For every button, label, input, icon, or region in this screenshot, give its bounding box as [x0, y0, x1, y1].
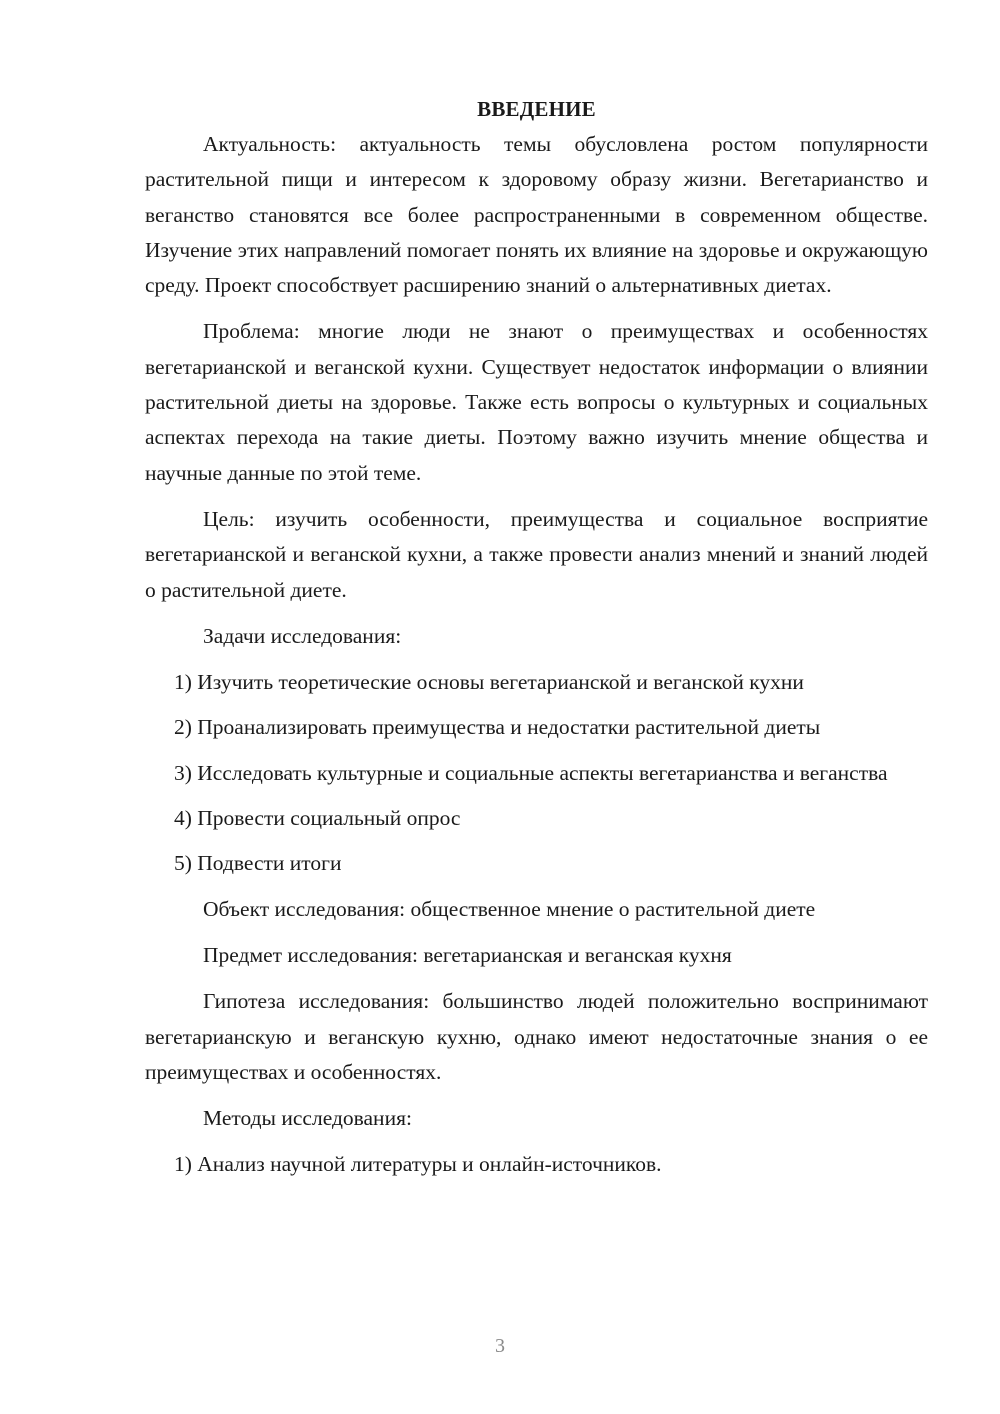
tasks-heading: Задачи исследования: [203, 623, 402, 648]
task-item-5: 5) Подвести итоги [174, 851, 342, 876]
methods-heading: Методы исследования: [203, 1106, 412, 1131]
subject-paragraph: Предмет исследования: вегетарианская и веганская кухня [203, 942, 732, 967]
document-page [145, 92, 928, 1193]
problem-paragraph: Проблема: многие люди не знают о преимуществах и особенностях вегетарианской и веганской кухни. Существует недостаток информации о влиянии растительной диеты на здоровье. Также есть вопросы о культурных и социальных аспектах перехода на такие диеты. Поэтому важно изучить мнение общества и научные данные по этой теме. [145, 319, 928, 485]
task-item-3: 3) Исследовать культурные и социальные аспекты вегетарианства и веганства [174, 760, 888, 785]
hypothesis-paragraph: Гипотеза исследования: большинство людей положительно воспринимают вегетарианскую и веганскую кухню, однако имеют недостаточные знания о ее преимуществах и особенностях. [145, 989, 928, 1084]
page-title: ВВЕДЕНИЕ [477, 97, 596, 121]
object-paragraph: Объект исследования: общественное мнение о растительной диете [203, 896, 816, 921]
goal-paragraph: Цель: изучить особенности, преимущества и социальное восприятие вегетарианской и веганской кухни, а также провести анализ мнений и знаний людей о растительной диете. [145, 506, 928, 602]
task-item-1: 1) Изучить теоретические основы вегетарианской и веганской кухни [174, 670, 804, 695]
method-item-1: 1) Анализ научной литературы и онлайн-источников. [174, 1152, 662, 1177]
page-number: 3 [495, 1335, 505, 1357]
task-item-2: 2) Проанализировать преимущества и недостатки растительной диеты [174, 715, 821, 740]
relevance-paragraph: Актуальность: актуальность темы обусловлена ростом популярности растительной пищи и интересом к здоровому образу жизни. Вегетарианство и веганство становятся все более распространенными в современном обществе. Изучение этих направлений помогает понять их влияние на здоровье и окружающую среду. Проект способствует расширению знаний о альтернативных диетах. [145, 132, 928, 298]
task-item-4: 4) Провести социальный опрос [174, 806, 461, 831]
